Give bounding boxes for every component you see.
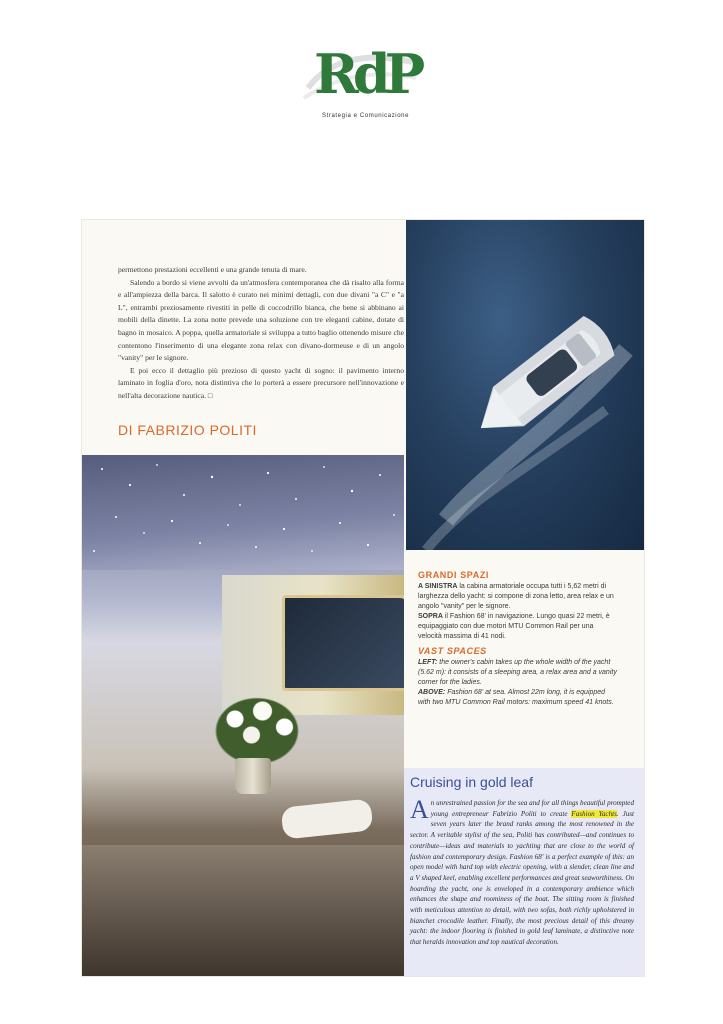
caption-heading-en: VAST SPACES	[418, 646, 487, 656]
magazine-page	[82, 220, 644, 976]
english-sidebar-box	[404, 768, 644, 976]
caption-label: SOPRA	[418, 613, 443, 620]
sidebar-text	[410, 795, 634, 948]
cabin-photo	[82, 455, 404, 976]
caption-text: Fashion 68' at sea. Almost 22m long, it is equipped with two MTU Common Rail motors: maximum speed 41 knots.	[418, 689, 614, 706]
drop-cap: A	[410, 795, 429, 824]
flower-arrangement	[202, 687, 312, 767]
sidebar-text-start: n unrestrained passion for the sea and for all things beautiful prompted young entrepreneur Fabrizio Politi to create	[430, 799, 634, 818]
starry-ceiling	[82, 455, 404, 570]
caption-text: the owner's cabin takes up the whole width of the yacht (5.62 m): it consists of a sleeping area, a relax area and a vanity corner for the ladies.	[418, 659, 617, 686]
caption-left-it	[418, 582, 618, 612]
caption-text: la cabina armatoriale occupa tutti i 5,62 metri di larghezza dello yacht: si compone di zona letto, area relax e un angolo "vanity" per le signore.	[418, 583, 614, 610]
article-body	[118, 264, 404, 403]
caption-label: LEFT:	[418, 659, 438, 666]
sidebar-text-rest: . Just seven years later the brand ranks among the most renowned in the sector. A veritable stylist of the sea, Politi has contributed—and continues to contribute—ideas and materials to yachting that are close to the world of fashion and contemporary design. Fashion 68' is a perfect example of this: an open model with hard top with electric opening, with a slender, clean line and a V shaped keel, enabling excellent performances and great seaworthiness. On boarding the yacht, one is enveloped in a contemporary ambience which enhances the shape and roominess of the boat. The sitting room is finished with meticulous attention to detail, with two sofas, both richly upholstered in bianchet crocodile leather. Finally, the most precious detail of this dreamy yacht: the indoor flooring is finished in gold leaf laminate, a distinctive note that heralds innovation and top nautical decoration.	[410, 809, 634, 947]
ceiling-lights	[82, 455, 404, 570]
caption-label: A SINISTRA	[418, 583, 458, 590]
photo-caption	[418, 570, 618, 708]
highlighted-brand: Fashion Yachts	[571, 809, 617, 818]
caption-above-it	[418, 612, 618, 642]
pillow	[281, 798, 374, 839]
yacht-photo	[406, 220, 644, 550]
article-byline: DI FABRIZIO POLITI	[118, 422, 257, 438]
cabin-window	[282, 595, 404, 691]
logo-subtitle: Strategia e Comunicazione	[322, 113, 410, 119]
caption-text: il Fashion 68' in navigazione. Lungo quasi 22 metri, è equipaggiato con due motori MTU Common Rail per una velocità massima di 41 nodi.	[418, 613, 610, 640]
flower-vase	[235, 758, 271, 794]
article-paragraph: E poi ecco il dettaglio più prezioso di questo yacht di sogno: il pavimento interno laminato in foglia d'oro, nota distintiva che lo porterà a essere precursore nell'innovazione e nell'alta decorazione nautica. □	[118, 365, 404, 400]
caption-heading-it: GRANDI SPAZI	[418, 570, 490, 580]
yacht-illustration	[406, 220, 644, 550]
bed	[82, 845, 404, 976]
article-paragraph: Salendo a bordo si viene avvolti da un'atmosfera contemporanea che dà risalto alla forma e all'ampiezza della barca. Il salotto è curato nei minimi dettagli, con due divani "a C" e "a L", entrambi preziosamente rivestiti in pelle di coccodrillo bianca, che bene si abbinano ai mobili della dinette. La zona notte prevede una soluzione con tre eleganti cabine, dotate di bagno in mosaico. A poppa, quella armatoriale si sviluppa a tutto baglio ottenendo misure che contentono l'inserimento di una elegante zona relax con divano-dormeuse e di un angolo "vanity" per le signore.	[118, 277, 404, 363]
caption-label: ABOVE:	[418, 689, 446, 696]
article-paragraph: permettono prestazioni eccellenti e una grande tenuta di mare.	[118, 265, 307, 274]
caption-above-en	[418, 688, 618, 708]
logo-wordmark: RdP	[314, 42, 420, 106]
sidebar-title: Cruising in gold leaf	[410, 774, 533, 790]
caption-left-en	[418, 658, 618, 688]
rdp-logo	[300, 40, 435, 130]
